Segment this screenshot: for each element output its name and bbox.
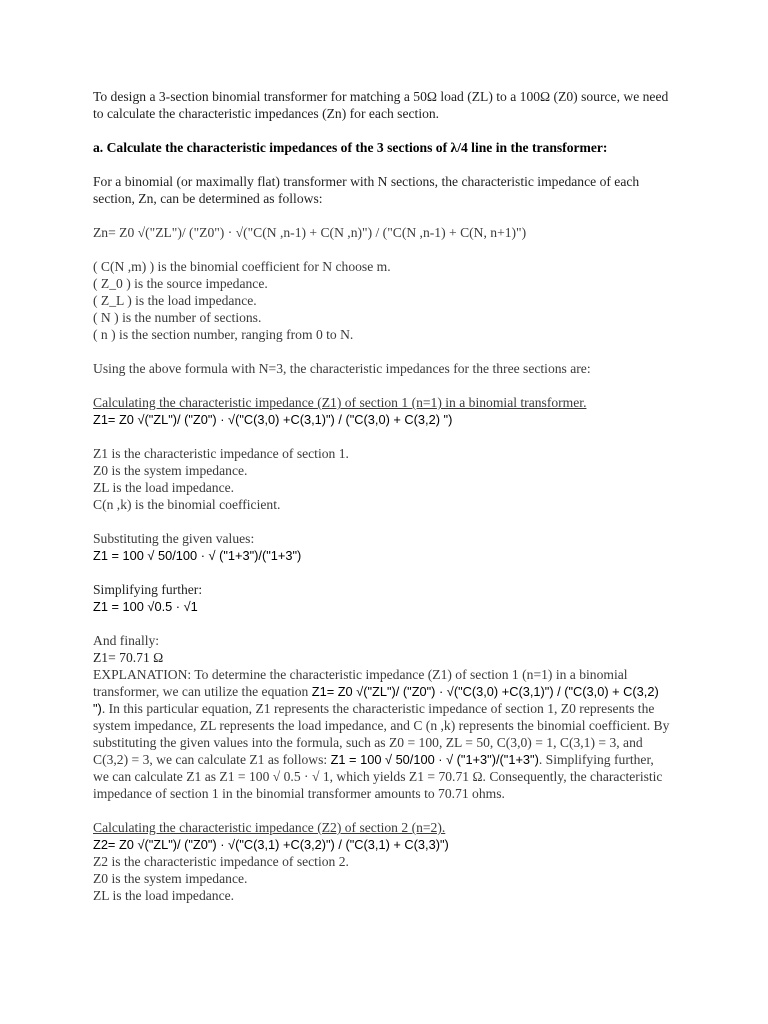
z1-def-cnk: C(n ,k) is the binomial coefficient.	[93, 497, 281, 512]
z2-heading: Calculating the characteristic impedance (Z2) of section 2 (n=2).	[93, 820, 446, 835]
def-section-number: ( n ) is the section number, ranging from 0 to N.	[93, 327, 354, 342]
z2-formula: Z2= Z0 √("ZL")/ ("Z0") · √("C(3,1) +C(3,2)") / ("C(3,1) + C(3,3)")	[93, 837, 449, 852]
substituting-label: Substituting the given values:	[93, 531, 255, 546]
finally-equation: Z1= 70.71 Ω	[93, 650, 164, 665]
section-a-heading: a. Calculate the characteristic impedances of the 3 sections of λ/4 line in the transformer:	[93, 140, 608, 155]
def-binomial-coefficient: ( C(N ,m) ) is the binomial coefficient for N choose m.	[93, 259, 391, 274]
simplifying-equation: Z1 = 100 √0.5 · √1	[93, 599, 198, 614]
explanation-text-2: . In this particular equation, Z1 represents the characteristic impedance of section 1, Z0 represents the system impedance, ZL represents the load impedance, and C (n ,k) represents the binomial coefficient. By substituting the given values into the formula, such as Z0 = 100, ZL = 50, C(3,0) = 1, C(3,1) = 3, and C(3,2) = 3, we can calculate Z1 as follows:	[93, 701, 670, 767]
z1-heading: Calculating the characteristic impedance (Z1) of section 1 (n=1) in a binomial transformer.	[93, 395, 587, 410]
z1-def-z0: Z0 is the system impedance.	[93, 463, 248, 478]
intro-paragraph: To design a 3-section binomial transformer for matching a 50Ω load (ZL) to a 100Ω (Z0) source, we need to calculate the characteristic impedances (Zn) for each section.	[93, 89, 669, 121]
binomial-paragraph: For a binomial (or maximally flat) transformer with N sections, the characteristic impedance of each section, Zn, can be determined as follows:	[93, 174, 640, 206]
using-formula-paragraph: Using the above formula with N=3, the characteristic impedances for the three sections are:	[93, 361, 591, 376]
z1-def-z1: Z1 is the characteristic impedance of section 1.	[93, 446, 349, 461]
explanation-equation-2: Z1 = 100 √ 50/100 · √ ("1+3")/("1+3")	[330, 752, 539, 767]
def-number-sections: ( N ) is the number of sections.	[93, 310, 262, 325]
substituting-equation: Z1 = 100 √ 50/100 · √ ("1+3")/("1+3")	[93, 548, 302, 563]
explanation-text-3: . Simplifying further, we can calculate Z1 as Z1 = 100 √ 0.5 · √ 1, which yields Z1 = 70.71 Ω. Consequently, the characteristic impedance of section 1 in the binomial transformer amounts to 70.71 ohms.	[93, 752, 663, 801]
finally-label: And finally:	[93, 633, 160, 648]
z2-def-z2: Z2 is the characteristic impedance of section 2.	[93, 854, 349, 869]
simplifying-label: Simplifying further:	[93, 582, 203, 597]
z1-def-zl: ZL is the load impedance.	[93, 480, 235, 495]
explanation-paragraph	[93, 666, 673, 802]
explanation-text-1: EXPLANATION: To determine the characteristic impedance (Z1) of section 1 (n=1) in a binomial transformer, we can utilize the equation	[93, 667, 628, 699]
def-source-impedance: ( Z_0 ) is the source impedance.	[93, 276, 268, 291]
z2-def-z0: Z0 is the system impedance.	[93, 871, 248, 886]
def-load-impedance: ( Z_L ) is the load impedance.	[93, 293, 257, 308]
z1-formula: Z1= Z0 √("ZL")/ ("Z0") · √("C(3,0) +C(3,1)") / ("C(3,0) + C(3,2) ")	[93, 412, 453, 427]
document-page	[93, 88, 673, 904]
zn-formula: Zn= Z0 √("ZL")/ ("Z0") · √("C(N ,n-1) + C(N ,n)") / ("C(N ,n-1) + C(N, n+1)")	[93, 225, 527, 240]
z2-def-zl: ZL is the load impedance.	[93, 888, 235, 903]
explanation-equation-1: Z1= Z0 √("ZL")/ ("Z0") · √("C(3,0) +C(3,1)") / ("C(3,0) + C(3,2) ")	[93, 684, 659, 716]
